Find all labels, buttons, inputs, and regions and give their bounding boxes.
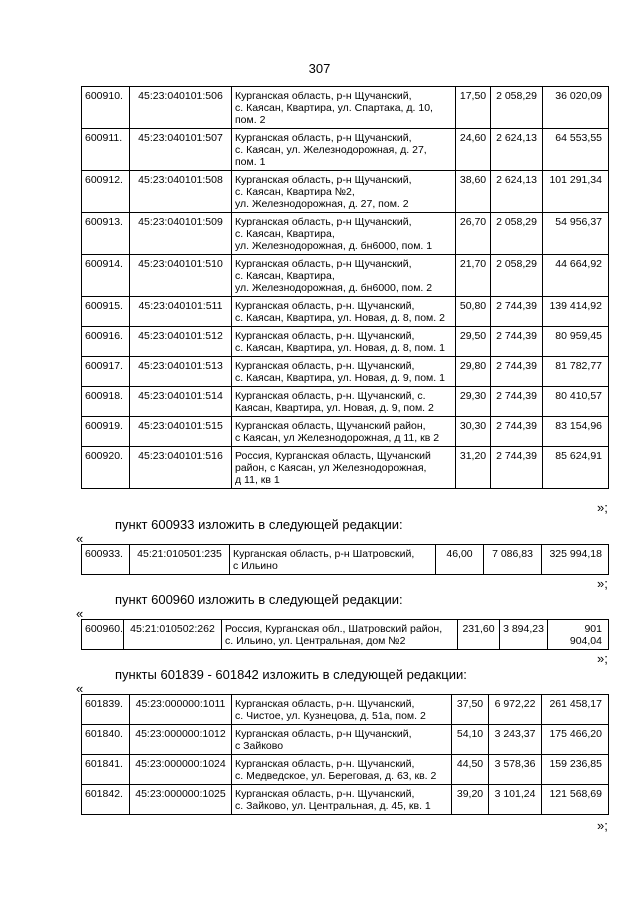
rate-cell: 2 744,39 (491, 447, 543, 489)
table-600960 (81, 619, 609, 650)
cadastral-number-cell: 45:21:010502:262 (124, 620, 222, 650)
area-cell: 29,80 (456, 357, 491, 387)
rate-cell: 3 101,24 (489, 785, 542, 815)
row-number-cell: 600933. (82, 545, 130, 575)
table-row (82, 171, 609, 213)
row-number-cell: 601841. (82, 755, 130, 785)
opening-quote-1: « (76, 531, 84, 546)
cadastral-number-cell: 45:23:040101:511 (130, 297, 232, 327)
page-number: 307 (308, 61, 331, 76)
cadastral-number-cell: 45:23:040101:515 (130, 417, 232, 447)
cadastral-value-cell: 901 904,04 (548, 620, 609, 650)
row-number-cell: 600914. (82, 255, 130, 297)
table-row (82, 620, 609, 650)
row-number-cell: 600915. (82, 297, 130, 327)
table-row (82, 357, 609, 387)
instruction-600960: пункт 600960 изложить в следующей редакции: (115, 592, 403, 607)
area-cell: 39,20 (452, 785, 489, 815)
instruction-600933: пункт 600933 изложить в следующей редакции: (115, 517, 403, 532)
cadastral-value-cell: 175 466,20 (542, 725, 609, 755)
rate-cell: 2 744,39 (491, 417, 543, 447)
address-cell: Курганская область, р-н Щучанский, с. Каясан, Квартира, ул. Железнодорожная, д. бн6000, пом. 1 (232, 213, 456, 255)
table-row (82, 695, 609, 725)
table-row (82, 417, 609, 447)
cadastral-value-cell: 80 959,45 (543, 327, 609, 357)
area-cell: 21,70 (456, 255, 491, 297)
area-cell: 38,60 (456, 171, 491, 213)
cadastral-number-cell: 45:23:040101:512 (130, 327, 232, 357)
cadastral-value-cell: 83 154,96 (543, 417, 609, 447)
address-cell: Россия, Курганская обл., Шатровский район, с. Ильино, ул. Центральная, дом №2 (222, 620, 458, 650)
table-row (82, 327, 609, 357)
area-cell: 29,50 (456, 327, 491, 357)
address-cell: Курганская область, р-н Щучанский, с. Каясан, ул. Железнодорожная, д. 27, пом. 1 (232, 129, 456, 171)
cadastral-number-cell: 45:23:040101:513 (130, 357, 232, 387)
row-number-cell: 600911. (82, 129, 130, 171)
cadastral-value-cell: 325 994,18 (542, 545, 609, 575)
cadastral-value-cell: 81 782,77 (543, 357, 609, 387)
address-cell: Курганская область, р-н Шатровский, с Ильино (230, 545, 436, 575)
row-number-cell: 600913. (82, 213, 130, 255)
table-row (82, 545, 609, 575)
row-number-cell: 600916. (82, 327, 130, 357)
address-cell: Курганская область, р-н Щучанский, с. Каясан, Квартира, ул. Спартака, д. 10, пом. 2 (232, 87, 456, 129)
row-number-cell: 601842. (82, 785, 130, 815)
area-cell: 46,00 (436, 545, 484, 575)
cadastral-number-cell: 45:23:040101:509 (130, 213, 232, 255)
address-cell: Курганская область, Щучанский район, с Каясан, ул Железнодорожная, д 11, кв 2 (232, 417, 456, 447)
cadastral-number-cell: 45:23:040101:506 (130, 87, 232, 129)
table-600933 (81, 544, 609, 575)
address-cell: Россия, Курганская область, Щучанский район, с Каясан, ул Железнодорожная, д 11, кв 1 (232, 447, 456, 489)
area-cell: 17,50 (456, 87, 491, 129)
cadastral-value-cell: 261 458,17 (542, 695, 609, 725)
table-row (82, 447, 609, 489)
rate-cell: 2 058,29 (491, 87, 543, 129)
closing-quote-1: »; (597, 500, 608, 515)
row-number-cell: 601840. (82, 725, 130, 755)
area-cell: 30,30 (456, 417, 491, 447)
table-row (82, 255, 609, 297)
area-cell: 44,50 (452, 755, 489, 785)
row-number-cell: 600960. (82, 620, 124, 650)
address-cell: Курганская область, р-н. Щучанский, с. Каясан, Квартира, ул. Новая, д. 8, пом. 1 (232, 327, 456, 357)
address-cell: Курганская область, р-н. Щучанский, с. Зайково, ул. Центральная, д. 45, кв. 1 (232, 785, 452, 815)
rate-cell: 2 624,13 (491, 171, 543, 213)
opening-quote-2: « (76, 606, 84, 621)
area-cell: 29,30 (456, 387, 491, 417)
rate-cell: 2 058,29 (491, 213, 543, 255)
table-601839-601842 (81, 694, 609, 815)
rate-cell: 2 744,39 (491, 327, 543, 357)
area-cell: 231,60 (458, 620, 500, 650)
rate-cell: 2 624,13 (491, 129, 543, 171)
cadastral-value-cell: 80 410,57 (543, 387, 609, 417)
area-cell: 37,50 (452, 695, 489, 725)
area-cell: 31,20 (456, 447, 491, 489)
table-row (82, 725, 609, 755)
cadastral-value-cell: 121 568,69 (542, 785, 609, 815)
cadastral-value-cell: 101 291,34 (543, 171, 609, 213)
table-row (82, 297, 609, 327)
address-cell: Курганская область, р-н. Щучанский, с. Чистое, ул. Кузнецова, д. 51а, пом. 2 (232, 695, 452, 725)
address-cell: Курганская область, р-н Щучанский, с Зайково (232, 725, 452, 755)
cadastral-number-cell: 45:21:010501:235 (130, 545, 230, 575)
cadastral-value-cell: 44 664,92 (543, 255, 609, 297)
area-cell: 50,80 (456, 297, 491, 327)
rate-cell: 7 086,83 (484, 545, 542, 575)
row-number-cell: 601839. (82, 695, 130, 725)
cadastral-value-cell: 64 553,55 (543, 129, 609, 171)
area-cell: 54,10 (452, 725, 489, 755)
closing-quote-3: »; (597, 651, 608, 666)
instruction-601839-601842: пункты 601839 - 601842 изложить в следующей редакции: (115, 667, 467, 682)
row-number-cell: 600912. (82, 171, 130, 213)
rate-cell: 3 894,23 (500, 620, 548, 650)
table-row (82, 213, 609, 255)
cadastral-number-cell: 45:23:000000:1024 (130, 755, 232, 785)
cadastral-number-cell: 45:23:000000:1011 (130, 695, 232, 725)
table-row (82, 129, 609, 171)
area-cell: 26,70 (456, 213, 491, 255)
cadastral-number-cell: 45:23:000000:1025 (130, 785, 232, 815)
cadastral-value-cell: 54 956,37 (543, 213, 609, 255)
row-number-cell: 600917. (82, 357, 130, 387)
rate-cell: 2 744,39 (491, 357, 543, 387)
cadastral-number-cell: 45:23:040101:514 (130, 387, 232, 417)
row-number-cell: 600918. (82, 387, 130, 417)
table-row (82, 785, 609, 815)
table-row (82, 755, 609, 785)
cadastral-number-cell: 45:23:040101:516 (130, 447, 232, 489)
address-cell: Курганская область, р-н Щучанский, с. Каясан, Квартира №2, ул. Железнодорожная, д. 27, пом. 2 (232, 171, 456, 213)
cadastral-value-cell: 36 020,09 (543, 87, 609, 129)
row-number-cell: 600920. (82, 447, 130, 489)
rate-cell: 2 744,39 (491, 297, 543, 327)
row-number-cell: 600910. (82, 87, 130, 129)
cadastral-value-cell: 159 236,85 (542, 755, 609, 785)
table-row (82, 387, 609, 417)
address-cell: Курганская область, р-н Щучанский, с. Каясан, Квартира, ул. Железнодорожная, д. бн6000, пом. 2 (232, 255, 456, 297)
rate-cell: 2 058,29 (491, 255, 543, 297)
cadastral-number-cell: 45:23:040101:508 (130, 171, 232, 213)
cadastral-value-cell: 139 414,92 (543, 297, 609, 327)
area-cell: 24,60 (456, 129, 491, 171)
closing-quote-4: »; (597, 818, 608, 833)
rate-cell: 3 243,37 (489, 725, 542, 755)
address-cell: Курганская область, р-н. Щучанский, с. Каясан, Квартира, ул. Новая, д. 9, пом. 2 (232, 387, 456, 417)
rate-cell: 3 578,36 (489, 755, 542, 785)
closing-quote-2: »; (597, 576, 608, 591)
cadastral-number-cell: 45:23:000000:1012 (130, 725, 232, 755)
table-row (82, 87, 609, 129)
cadastral-number-cell: 45:23:040101:510 (130, 255, 232, 297)
cadastral-value-cell: 85 624,91 (543, 447, 609, 489)
address-cell: Курганская область, р-н. Щучанский, с. Каясан, Квартира, ул. Новая, д. 8, пом. 2 (232, 297, 456, 327)
table-primary (81, 86, 609, 489)
address-cell: Курганская область, р-н. Щучанский, с. Медведское, ул. Береговая, д. 63, кв. 2 (232, 755, 452, 785)
rate-cell: 6 972,22 (489, 695, 542, 725)
opening-quote-3: « (76, 681, 84, 696)
cadastral-number-cell: 45:23:040101:507 (130, 129, 232, 171)
row-number-cell: 600919. (82, 417, 130, 447)
rate-cell: 2 744,39 (491, 387, 543, 417)
address-cell: Курганская область, р-н. Щучанский, с. Каясан, Квартира, ул. Новая, д. 9, пом. 1 (232, 357, 456, 387)
